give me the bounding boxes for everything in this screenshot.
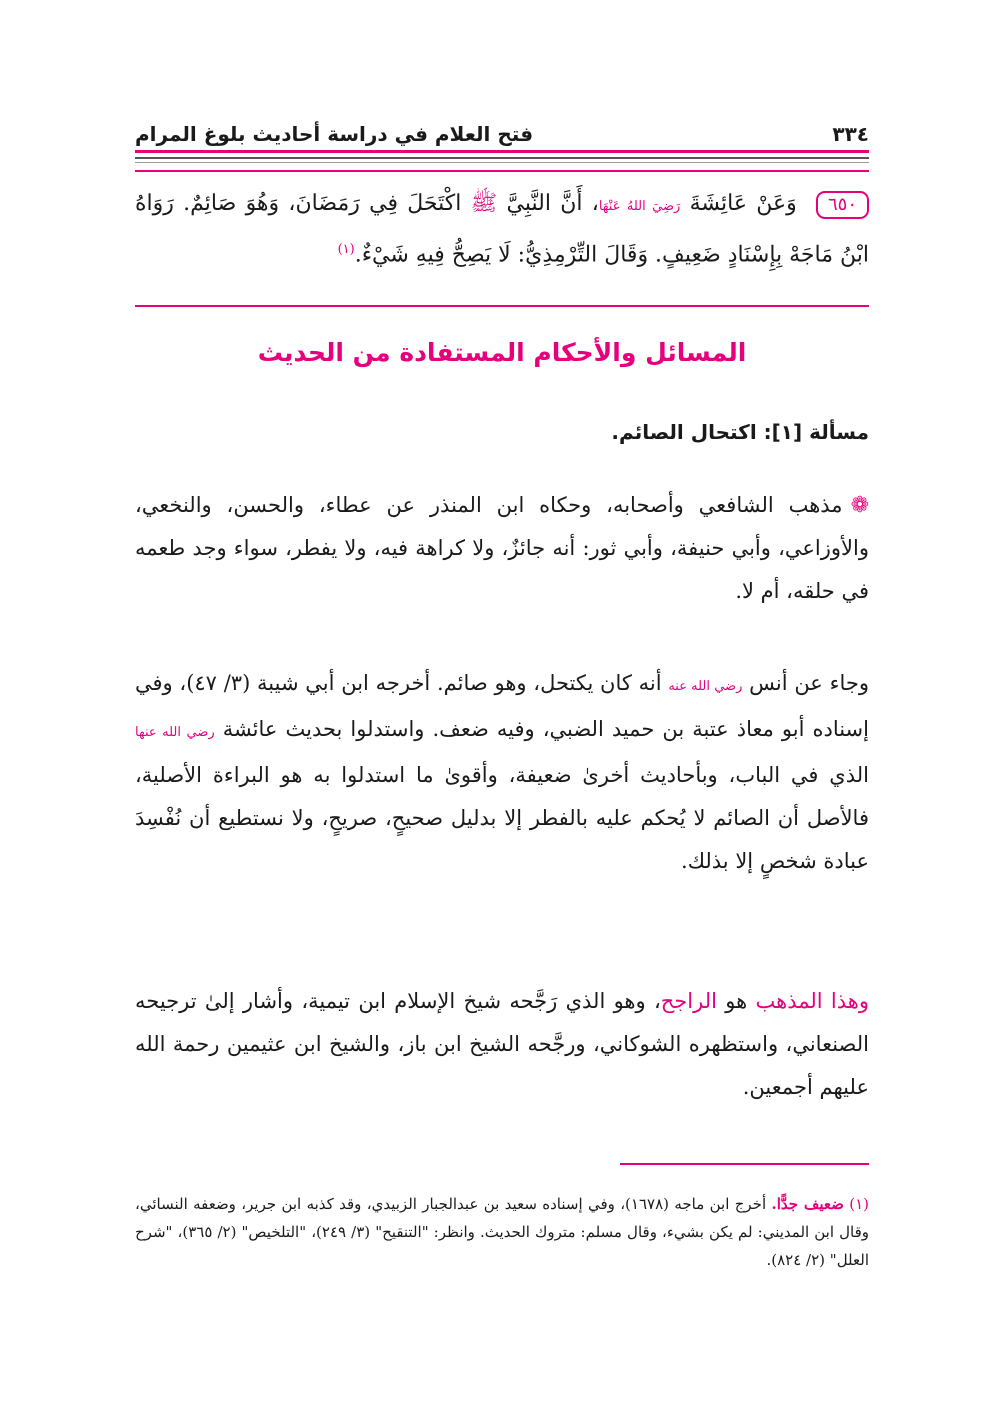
issue-label: مسألة [١]: (763, 420, 869, 444)
hadith-number: ٦٥٠ (816, 191, 869, 219)
honorific-ra-anha-2: رضي الله عنها (135, 725, 215, 740)
footnote-grade: ضعيف جدًّا. (771, 1195, 844, 1213)
footnote-text: أخرج ابن ماجه (١٦٧٨)، وفي إسناده سعيد بن عبدالجبار الزبيدي، وقد كذبه ابن جرير، وضعفه النسائي، وقال ابن المديني: لم يكن بشيء، وقال مسلم: متروك الحديث. وانظر: "التنقيح" (٣/ ٢٤٩)، "التلخيص" (٢/ ٣٦٥)، "شرح العلل" (٢/ ٨٢٤). (135, 1195, 869, 1269)
honorific-ra-anhu: رضي الله عنه (668, 679, 743, 694)
section-title: المسائل والأحكام المستفادة من الحديث (257, 338, 747, 367)
honorific-ra-anha: رَضِيَ اللهُ عَنْهَا (598, 199, 681, 214)
hadith-text (135, 182, 869, 276)
issue-heading (135, 420, 869, 444)
paragraph-1-text: مذهب الشافعي وأصحابه، وحكاه ابن المنذر عن عطاء، والحسن، والنخعي، والأوزاعي، وأبي حنيفة، وأبي ثور: أنه جائزٌ، ولا كراهة فيه، ولا يفطر، سواء وجد طعمه في حلقه، أم لا. (135, 493, 869, 603)
hadith-top-rule (135, 170, 869, 172)
flower-bullet-icon: ❁ (850, 493, 869, 518)
hadith-seg2: ، أَنَّ النَّبِيَّ (506, 191, 599, 216)
paragraph-3 (135, 980, 869, 1109)
paragraph-2 (135, 662, 869, 883)
footnote-separator (620, 1163, 869, 1165)
header-rule-thin (135, 162, 869, 163)
paragraph-1 (135, 484, 869, 613)
p3-rajih: الراجح (660, 989, 717, 1013)
footnote-number: (١) (849, 1195, 869, 1213)
hadith-bottom-rule (135, 305, 869, 307)
page-number: ٣٣٤ (832, 122, 869, 146)
p2-seg3: الذي في الباب، وبأحاديث أخرىٰ ضعيفة، وأقوىٰ ما استدلوا به هو البراءة الأصلية، فالأصل أن الصائم لا يُحكم عليه بالفطر إلا بدليل صحيحٍ، صريحٍ، ولا نستطيع أن نُفْسِدَ عبادة شخصٍ إلا بذلك. (135, 763, 869, 873)
hadith-seg1: وَعَنْ عَائِشَةَ (689, 191, 797, 216)
p3-rest: ، وهو الذي رَجَّحه شيخ الإسلام ابن تيمية، وأشار إلىٰ ترجيحه الصنعاني، واستظهره الشوكاني، ورجَّحه الشيخ ابن باز، والشيخ ابن عثيمين رحمة الله عليهم أجمعين. (135, 989, 869, 1099)
book-title: فتح العلام في دراسة أحاديث بلوغ المرام (135, 122, 534, 146)
page-header (135, 110, 869, 146)
footnote (135, 1190, 869, 1274)
p2-seg2: أنه كان يكتحل، وهو صائم. أخرجه ابن أبي شيبة (٣/ ٤٧)، وفي إسناده أبو معاذ عتبة بن حميد الضبي، وفيه ضعف. واستدلوا بحديث عائشة (135, 671, 869, 741)
hadith-seg3: اكْتَحَلَ فِي رَمَضَانَ، وَهُوَ صَائِمٌ. رَوَاهُ ابْنُ مَاجَهْ بِإِسْنَادٍ ضَعِيفٍ. وَقَالَ التِّرْمِذِيُّ: لَا يَصِحُّ فِيهِ شَيْءٌ. (135, 191, 869, 268)
header-rule-pink (135, 150, 869, 153)
header-rule-dark (135, 157, 869, 159)
p3-mid: هو (725, 989, 748, 1013)
p2-seg1: وجاء عن أنس (749, 671, 869, 695)
footnote-ref[interactable]: (١) (337, 242, 355, 257)
honorific-pbuh: ﷺ (470, 191, 498, 216)
issue-title: اكتحال الصائم. (611, 420, 757, 444)
p3-lead: وهذا المذهب (755, 989, 869, 1013)
